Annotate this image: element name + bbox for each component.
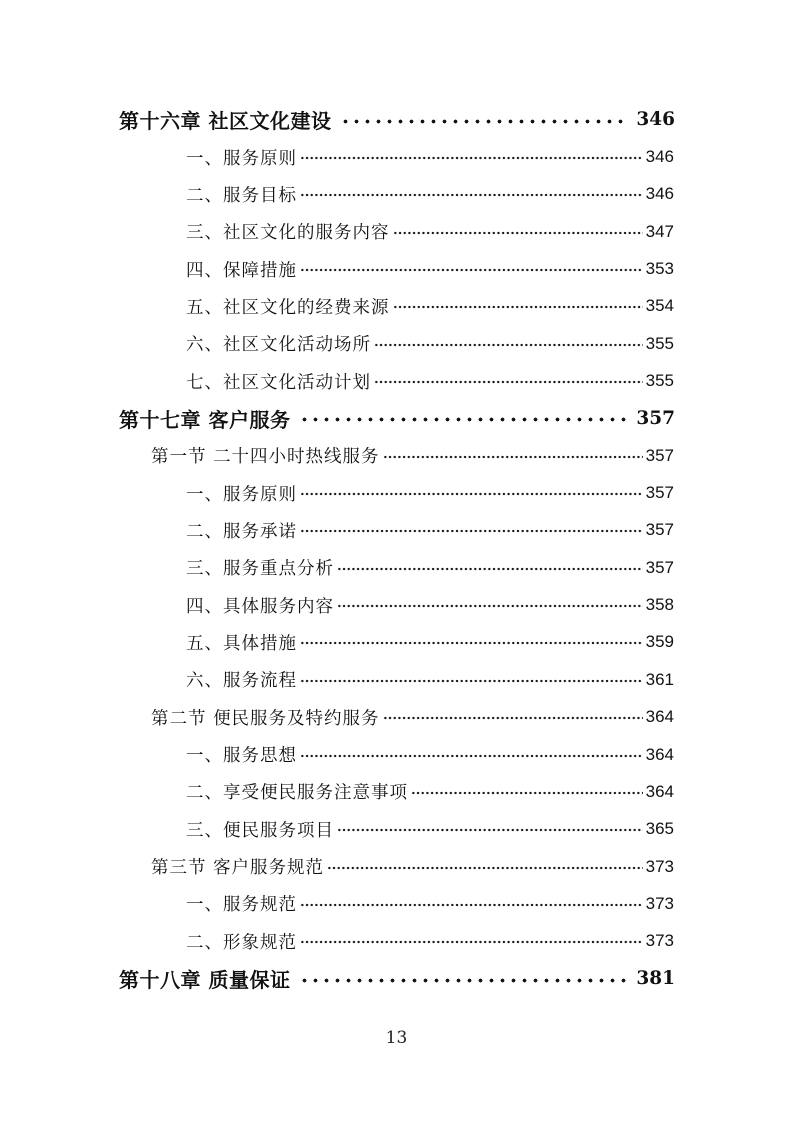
table-of-contents	[119, 101, 675, 997]
toc-entry[interactable]	[119, 699, 675, 736]
toc-entry-page: 347	[645, 221, 674, 241]
toc-entry[interactable]	[119, 811, 675, 848]
toc-entry[interactable]	[119, 512, 675, 549]
toc-entry-page: 353	[645, 259, 674, 279]
toc-entry[interactable]	[119, 885, 675, 922]
toc-entry-page: 354	[645, 296, 674, 316]
toc-entry-page: 364	[645, 744, 674, 764]
toc-entry-title: 二、形象规范	[186, 932, 297, 953]
toc-entry-title: 三、社区文化的服务内容	[186, 223, 390, 244]
toc-entry-title: 第二节 便民服务及特约服务	[151, 708, 380, 729]
toc-entry-title: 三、便民服务项目	[186, 820, 334, 841]
dot-leader	[299, 408, 626, 428]
toc-entry[interactable]	[119, 400, 675, 437]
toc-entry[interactable]	[119, 474, 675, 511]
dot-leader	[300, 670, 643, 690]
dot-leader	[300, 147, 643, 167]
dot-leader	[300, 931, 643, 951]
toc-entry-page: 373	[645, 893, 674, 913]
toc-entry[interactable]	[119, 661, 675, 698]
toc-entry-page: 365	[645, 819, 674, 839]
toc-entry-page: 357	[645, 520, 674, 540]
toc-entry[interactable]	[119, 736, 675, 773]
dot-leader	[411, 782, 643, 802]
toc-entry[interactable]	[119, 362, 675, 399]
dot-leader	[300, 632, 643, 652]
toc-entry[interactable]	[119, 176, 675, 213]
toc-entry-page: 373	[645, 931, 674, 951]
toc-entry-page: 359	[645, 632, 674, 652]
toc-entry-title: 第一节 二十四小时热线服务	[151, 447, 380, 468]
toc-entry-page: 357	[645, 483, 674, 503]
dot-leader	[299, 969, 626, 989]
toc-entry-page: 346	[645, 184, 674, 204]
toc-entry[interactable]	[119, 213, 675, 250]
dot-leader	[337, 595, 643, 615]
toc-entry-page: 373	[645, 856, 674, 876]
dot-leader	[300, 520, 643, 540]
toc-entry-title: 一、服务原则	[186, 484, 297, 505]
toc-entry-title: 第十七章 客户服务	[119, 407, 291, 432]
dot-leader	[327, 857, 643, 877]
toc-entry[interactable]	[119, 325, 675, 362]
toc-entry-page: 346	[636, 109, 675, 131]
dot-leader	[300, 483, 643, 503]
toc-entry-title: 第十六章 社区文化建设	[119, 109, 332, 134]
toc-entry-title: 六、服务流程	[186, 671, 297, 692]
toc-entry-title: 第三节 客户服务规范	[151, 858, 325, 879]
toc-entry-title: 二、享受便民服务注意事项	[186, 783, 408, 804]
toc-entry-title: 第十八章 质量保证	[119, 968, 291, 993]
toc-entry-page: 357	[645, 445, 674, 465]
toc-entry[interactable]	[119, 288, 675, 325]
toc-entry-page: 361	[645, 669, 674, 689]
toc-entry-page: 357	[636, 407, 675, 429]
toc-entry-page: 358	[645, 595, 674, 615]
dot-leader	[337, 819, 643, 839]
toc-entry-title: 七、社区文化活动计划	[186, 372, 371, 393]
toc-entry[interactable]	[119, 549, 675, 586]
toc-entry-title: 四、保障措施	[186, 260, 297, 281]
dot-leader	[374, 334, 643, 354]
dot-leader	[300, 894, 643, 914]
toc-entry[interactable]	[119, 437, 675, 474]
toc-entry[interactable]	[119, 101, 675, 138]
toc-entry-page: 381	[636, 968, 675, 990]
toc-entry-page: 364	[645, 781, 674, 801]
toc-entry[interactable]	[119, 960, 675, 997]
toc-entry-title: 一、服务原则	[186, 148, 297, 169]
toc-entry-title: 五、具体措施	[186, 633, 297, 654]
toc-entry-page: 355	[645, 333, 674, 353]
dot-leader	[393, 222, 643, 242]
dot-leader	[300, 184, 643, 204]
toc-entry[interactable]	[119, 250, 675, 287]
toc-entry[interactable]	[119, 848, 675, 885]
dot-leader	[374, 371, 643, 391]
toc-entry-title: 二、服务承诺	[186, 521, 297, 542]
dot-leader	[337, 558, 643, 578]
toc-entry-page: 355	[645, 371, 674, 391]
toc-entry-title: 一、服务思想	[186, 746, 297, 767]
toc-entry-title: 四、具体服务内容	[186, 596, 334, 617]
footer-page-number: 13	[385, 1028, 408, 1048]
toc-entry[interactable]	[119, 624, 675, 661]
toc-entry-page: 357	[645, 557, 674, 577]
toc-entry-page: 346	[645, 147, 674, 167]
toc-entry-title: 一、服务规范	[186, 895, 297, 916]
toc-entry-title: 二、服务目标	[186, 185, 297, 206]
dot-leader	[340, 110, 626, 130]
toc-entry-title: 五、社区文化的经费来源	[186, 297, 390, 318]
toc-entry-page: 364	[645, 707, 674, 727]
toc-entry-title: 三、服务重点分析	[186, 559, 334, 580]
toc-entry[interactable]	[119, 923, 675, 960]
toc-entry-title: 六、社区文化活动场所	[186, 335, 371, 356]
toc-entry[interactable]	[119, 138, 675, 175]
dot-leader	[300, 745, 643, 765]
dot-leader	[393, 296, 643, 316]
toc-entry[interactable]	[119, 773, 675, 810]
toc-entry[interactable]	[119, 586, 675, 623]
dot-leader	[300, 259, 643, 279]
dot-leader	[383, 446, 643, 466]
dot-leader	[383, 707, 643, 727]
